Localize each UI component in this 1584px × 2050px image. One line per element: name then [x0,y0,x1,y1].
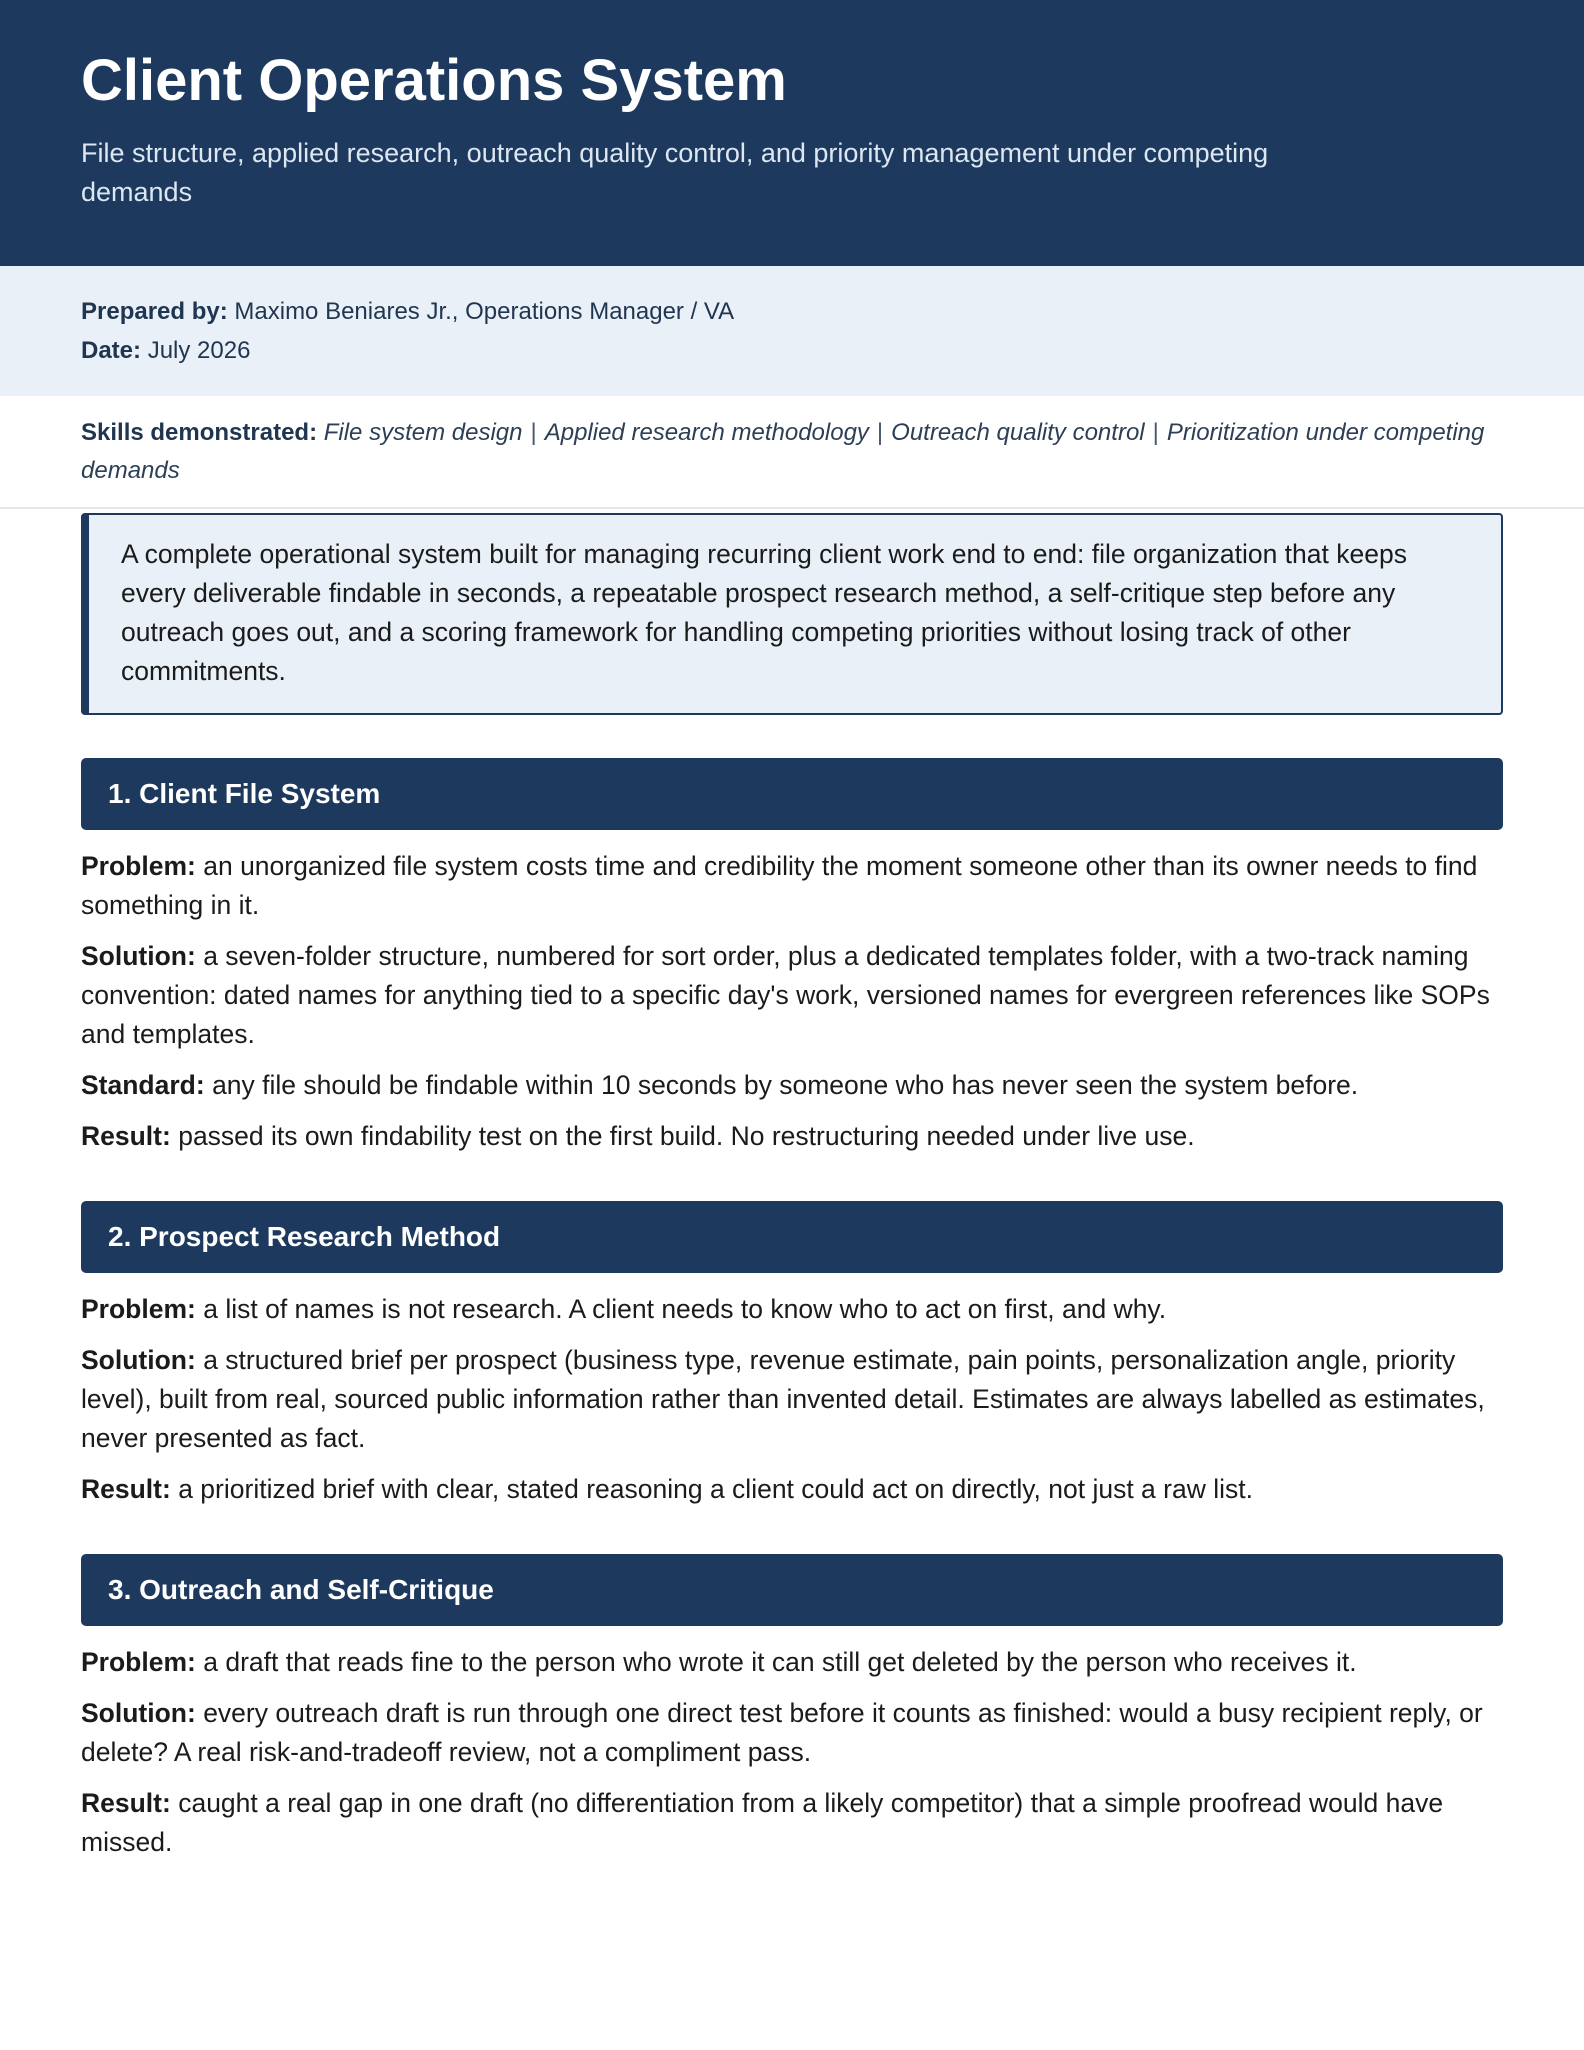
row-label: Problem: [81,1647,196,1677]
row-text: any file should be findable within 10 seconds by someone who has never seen the system before. [212,1070,1359,1100]
row-label: Problem: [81,1294,196,1324]
date-value: July 2026 [147,337,251,364]
prepared-by-label: Prepared by: [81,298,228,325]
row-label: Result: [81,1788,171,1818]
row-label: Solution: [81,1698,196,1728]
section-row-result [81,1117,1503,1156]
skills-line [0,396,1584,509]
row-text: a draft that reads fine to the person who wrote it can still get deleted by the person who receives it. [203,1647,1357,1677]
section-outreach-self-critique [81,1554,1503,1862]
skill-separator: | [876,419,884,446]
section-client-file-system [81,758,1503,1156]
section-row-problem [81,1643,1503,1682]
date-label: Date: [81,337,142,364]
row-label: Result: [81,1474,171,1504]
page-subtitle: File structure, applied research, outreach quality control, and priority management under competing demands [81,138,1269,207]
skill-item: Applied research methodology [544,419,869,446]
page-title: Client Operations System [81,48,787,113]
section-prospect-research-method [81,1201,1503,1509]
section-row-result [81,1784,1503,1862]
row-text: passed its own findability test on the first build. No restructuring needed under live use. [178,1121,1195,1151]
section-row-solution [81,937,1503,1054]
row-text: a seven-folder structure, numbered for sort order, plus a dedicated templates folder, with a two-track naming convention: dated names for anything tied to a specific day's work, versioned names for evergreen references like SOPs and templates. [81,941,1490,1049]
skill-item: File system design [323,419,523,446]
section-row-problem [81,847,1503,925]
skill-separator: | [530,419,537,446]
prepared-by-value: Maximo Beniares Jr., Operations Manager / VA [234,298,735,325]
row-text: a list of names is not research. A client needs to know who to act on first, and why. [203,1294,1167,1324]
row-label: Standard: [81,1070,205,1100]
row-text: every outreach draft is run through one direct test before it counts as finished: would a busy recipient reply, or delete? A real risk-and-tradeoff review, not a compliment pass. [81,1698,1483,1767]
section-header: 3. Outreach and Self-Critique [81,1554,1503,1626]
section-row-standard [81,1066,1503,1105]
row-label: Problem: [81,851,196,881]
row-text: an unorganized file system costs time and credibility the moment someone other than its owner needs to find something in it. [81,851,1478,920]
row-text: a prioritized brief with clear, stated reasoning a client could act on directly, not just a raw list. [178,1474,1253,1504]
summary-callout: A complete operational system built for managing recurring client work end to end: file organization that keeps every deliverable findable in seconds, a repeatable prospect research method, a self-critique step before any outreach goes out, and a scoring framework for handling competing priorities without losing track of other commitments. [81,513,1503,715]
date-line [81,331,1503,370]
row-label: Result: [81,1121,171,1151]
row-label: Solution: [81,1345,196,1375]
meta-block [0,266,1584,396]
section-row-result [81,1470,1503,1509]
section-row-problem [81,1290,1503,1329]
section-header: 2. Prospect Research Method [81,1201,1503,1273]
skill-item: Prioritization under competing demands [81,419,1485,484]
row-text: caught a real gap in one draft (no differentiation from a likely competitor) that a simple proofread would have missed. [81,1788,1444,1857]
prepared-by-line [81,292,1503,331]
skill-separator: | [1152,419,1159,446]
section-header: 1. Client File System [81,758,1503,830]
row-label: Solution: [81,941,196,971]
header-banner [0,0,1584,266]
section-row-solution [81,1341,1503,1458]
section-row-solution [81,1694,1503,1772]
skill-item: Outreach quality control [891,419,1145,446]
row-text: a structured brief per prospect (business type, revenue estimate, pain points, personalization angle, priority level), built from real, sourced public information rather than invented detail. Estimates are always labelled as estimates, never presented as fact. [81,1345,1485,1453]
skills-label: Skills demonstrated: [81,419,318,446]
